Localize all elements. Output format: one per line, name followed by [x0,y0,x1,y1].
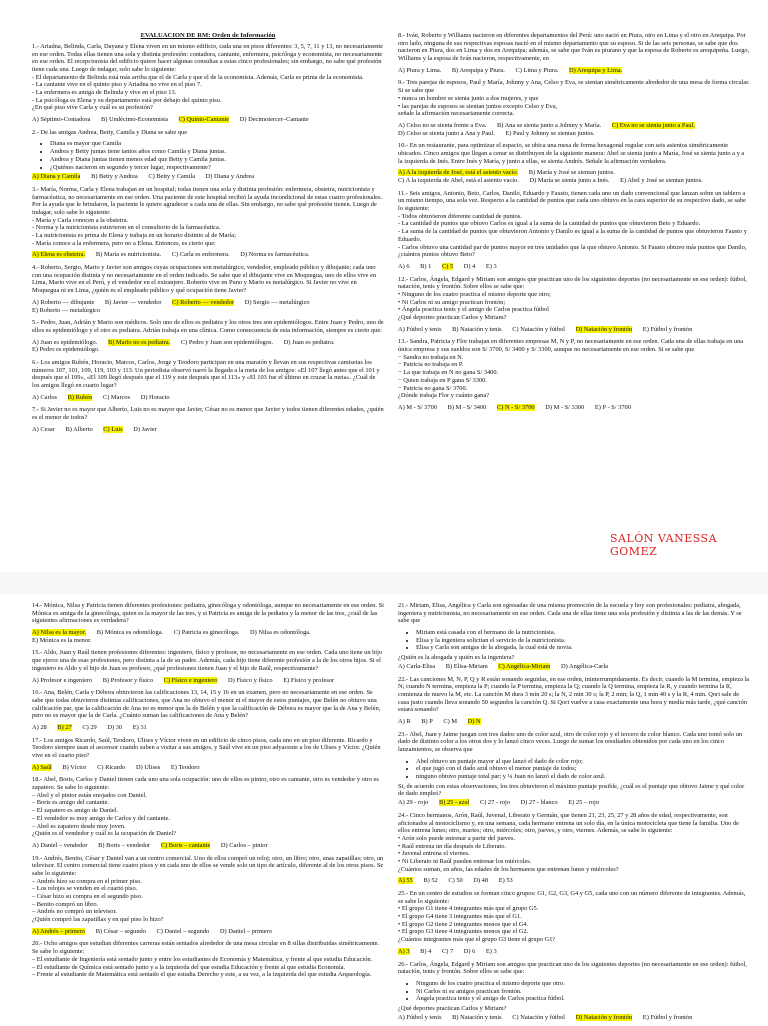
question-text: 17.- Los amigos Ricardo, Saúl, Teodoro, Ulises y Víctor viven en un edificio de cinco pisos, cada uno en un piso diferente. Ricardo y Teodoro siempre usan el ascensor cuando suben a visitar a sus amigos, y Saúl vive en un piso adyacente a los de Ulises y Víctor. ¿Quién vive en el cuarto piso? [32,736,383,759]
answer-option: B) Víctor [62,763,87,771]
page1-right-column [398,32,750,417]
answer-option: D) Celso se sienta junto a Ana y Paul. [398,129,495,137]
question-bullets [416,629,750,652]
answer-option: E) Abel y José se sientan juntos. [620,177,703,184]
question-text: 14.- Mónica, Nilsa y Patricia tienen diferentes profesiones: pediatra, ginecóloga y odontóloga, aunque no necesariamente en ese orden. Si Mónica es amiga de la ginecóloga, quien es la mayor de las tres, y si Patricia es amiga de la pediatra y la menor de las tres, ¿cuál de las siguientes afirmaciones es verdadera? [32,602,386,625]
answer-option: A) Daniel – vendedor [32,841,88,849]
bullet-item: • ¿Quiénes nacieron en segundo y tercer lugar, respectivamente? [50,164,384,172]
answer-option: C) Betty y Camila [148,173,196,181]
answer-option: D) Carlos – pintor [220,841,268,849]
answer-option: B) Ana se sienta junto a Johnny y María. [496,121,602,129]
answer-option: C) 7 [441,947,454,955]
answer-option: B) 4 [420,947,432,955]
question-prompt: Si, de acuerdo con estas observaciones, los tres obtuvieron el máximo puntaje posible, ¿cuál es el puntaje que obtuvo Jaime y qué color de dado empleó? [398,782,746,798]
question-block [398,276,750,334]
question-text: 3.- María, Norma, Carla y Elena trabajan en un hospital; todas tienen una sola y distinta profesión: enfermera, obstetra, nutricionista y farmacéutica, no necesariamente en ese orden. Una paciente de este hospital recibió la ayuda incondicional de estas cuatro profesionales. Por la ayuda que le brindaron, la paciente le quiere agradecer a cada una de ellas. Sin embargo, no sabe qué profesión tienen. Luego de indagar, solo sabe lo siguiente: - María y Carla conocen a la obstetra. - Norma y la nutricionista estuvieron en el consultorio de la farmacéutica. - La nutricionista es prima de Elena y trabaja en un horario distinto al de María; - María conoce a la enfermera, pero no a Elena. Entonces, es cierto que: [32,185,383,247]
answer-option: D) 48 [473,877,489,885]
answer-option: E) 3 [485,262,497,270]
answer-option: A) Fútbol y tenis [398,1013,442,1021]
answer-option: D) Javier [133,425,157,433]
answer-options [398,663,750,671]
highlighted-answer: B) 25 - azul [438,799,470,807]
answer-option: E) Físico y profesor [283,676,335,684]
question-text: 15.- Aldo, Juan y Raúl tienen profesiones diferentes: ingeniero, físico y profesor, no necesariamente en ese orden. Cada uno tiene un hijo que ejerce una de esas profesiones, pero distinta a la de su padre. Además, cada hijo tiene diferente profesión a la de los otros hijos. Si el ingeniero es Aldo y el hijo de Juan es profesor, ¿qué profesiones tienen Juan y el hijo de Raúl, respectivamente? [32,649,384,672]
answer-options [398,122,750,137]
answer-option: E) 3 [485,947,497,955]
question-bullets [50,140,384,171]
answer-options [32,629,384,644]
answer-option: C) M [443,717,458,725]
answer-options [398,263,750,271]
answer-options [398,799,750,807]
document-page-2 [20,596,755,1024]
answer-option: E) P - S/ 3700 [594,403,631,411]
answer-option: C) Daniel – segundo [156,927,210,935]
bullet-item: • Andrea y Betty juntas tiene tantos años como Camila y Diana juntas. [50,148,384,156]
question-text: 6.- Los amigos Rubén, Horacio, Marcos, Carlos, Jorge y Teodoro participan en una maratón y llevan en sus respectivas camisetas los números 107, 101, 109, 119, 103 y 113. Un periodista observó narró la llegada a la meta de los amigos: «El 107 llegó antes que el 101 y después que el 109», «El 109 llegó después que el 119 y este después que el 113» y «El 103 fue el último en cruzar la meta». ¿Cuál de los amigos llegó en cuarto lugar? [32,358,382,390]
answer-option: A) 6 [398,262,410,270]
answer-option: D) Norma es farmacéutica. [240,251,310,259]
highlighted-answer: C) Eva no se sienta junto a Paul. [611,121,695,129]
question-text: 8.- Iván, Roberto y Williams nacieron en diferentes departamentos del Perú: uno nació en Piura, otro en Lima y el otro en Arequipa. Por otro lado, ninguna de sus respectivas esposas nació en el mismo departamento que su esposo. Si de las seis personas, se sabe que dos nacieron en Piura, dos en Lima y dos en Arequipa; además, se sabe que Iván es piurano y que la esposa de Roberto es arequipeña. Luego, Williams y la esposa de Iván nacieron, respectivamente, en [398,32,751,63]
question-text: 23.- Abel, Juan y Jaime juegan con tres dados uno de color azul, otro de color rojo y el tercero de color blanco. Cada uno tomó solo un dado de distinto color a los otros dos y lo lanzó cinco veces. Luego de sumar los resultados obtenidos por cada uno en los cinco lanzamientos, se observa que [398,730,744,753]
highlighted-answer: D) Natación y frontón [575,325,633,333]
page1-left-column [32,32,384,438]
answer-options [398,404,750,412]
highlighted-answer: B) 27 [57,723,72,731]
answer-option: C) Lima y Piura. [515,66,559,74]
question-block [398,190,750,271]
question-text: 4.- Roberto, Sergio, Mario y Javier son amigos cuyas ocupaciones son metalúrgico, vendedor, empleado público y dibujante; cada uno con una ocupación distinta y no necesariamente en el orden indicado. Se sabe que el dibujante vive en Moquegua, uno de ellos vive en Lima, Mario vive en el Perú, y el vendedor en el extranjero. Roberto vive en Puno y Mario es metalúrgico. Si Javier no vive en Moquegua ni en Lima, ¿quién es el empleado público y qué ocupación tiene Javier? [32,264,378,295]
question-prompt: ¿Quién es la abogada y quién es la ingeniera? [398,654,515,662]
answer-option: C) Marcos [102,393,131,401]
highlighted-answer: C) Físico e ingeniero [163,676,218,684]
answer-option: E) Fútbol y frontón [642,1013,693,1021]
bullet-item: • Miriam está casada con el hermano de la nutricionista. [416,629,750,637]
bullet-item: • Andrea y Diana juntas tienen menos edad que Betty y Camila juntas. [50,156,384,164]
question-block [32,406,384,433]
question-text: 13.- Sandra, Patricia y Flor trabajan en diferentes empresas M, N y P, no necesariamente en ese orden. Cada una de ellas trabaja en una única empresa y sus sueldos son S/ 3700, S/ 3400 y S/ 3300, aunque no necesariamente en ese orden. Si se sabe que − Sandra no trabaja en N. − Patricia no trabaja en P. − La que trabaja en N no gana S/ 3400. − Quien trabaja en P gana S/ 3300. − Patricia no gana S/ 3700. ¿Dónde trabaja Flor y cuánto gana? [398,338,744,400]
answer-option: D) Nilsa es odontóloga. [250,629,311,637]
highlighted-answer: C) Quinto-Cantante [178,116,230,124]
answer-options [32,339,384,354]
answer-option: C) 50 [448,877,463,885]
answer-option: A) Carlos [32,393,58,401]
answer-option: A) Piura y Lima. [398,66,442,74]
answer-option: B) Betty y Andrea [91,173,138,181]
answer-option: B) Javier — vendedor [104,298,162,306]
question-block [398,602,750,671]
answer-option: B) María y José se sientan juntos. [528,169,615,177]
answer-option: B) César – segundo [95,927,146,935]
highlighted-answer: C) Boris – cantante [160,841,211,849]
answer-options [398,877,750,885]
question-text: 25.- En un centro de estudios se forman cinco grupos: G1, G2, G3, G4 y G5, cada uno con un número diferente de integrantes. Además, se sabe lo siguiente: • El grupo G1 tiene 4 integrantes más que el grupo G5. • El grupo G4 tiene 3 integrantes más que el G1. • El grupo G2 tiene 2 integrantes menos que el G4. • El grupo G3 tiene 4 integrantes menos que el G2. ¿Cuántos integrantes más que el grupo G3 tiene el grupo G1? [398,890,746,944]
answer-option: C) Pedro y Juan son epidemiólogos. [180,338,274,346]
question-block [398,676,750,726]
answer-option: A) Cesar [32,425,55,433]
answer-option: E) 31 [132,723,147,731]
answer-option: A) Profesor e ingeniero [32,676,93,684]
question-block [398,812,750,885]
question-block [32,129,384,181]
answer-option: C) Natación y fútbol [512,1013,565,1021]
highlighted-answer: C) 5 [441,262,454,270]
answer-option: A) Séptimo-Contadora [32,116,91,124]
answer-option: D) M - S/ 3300 [545,403,585,411]
question-text: 1.- Ariadna, Belinda, Carla, Dayana y Elena viven en un mismo edificio, cada una en pisos diferentes: 3, 5, 7, 11 y 13, no necesariamente en ese orden. Todas ellas tienen una sola y distinta profesión: contadora, cantante, enfermera, psicóloga y economista, no necesariamente en ese orden. El recepcionista del edificio quiere hacer algunas consultas a estas cinco profesionales; sin embargo, no sabe qué profesión tiene cada una. Luego de indagar, solo sabe lo siguiente: - El departamento de Belinda está más arriba que el de Carla y que el de la economista. Además, Carla es prima de la economista. - La cantante vive en el quinto piso y Ariadna no vive en el piso 7. - La enfermera es amiga de Belinda y vive en el piso 13. - La psicóloga es Elena y su departamento está por debajo del quinto piso. ¿En qué piso vive Carla y cuál es su profesión? [32,42,383,112]
question-prompt: ¿Qué deportes practican Carlos y Miriam? [398,1004,507,1012]
highlighted-answer: C) Angélica-Miriam [498,662,551,670]
answer-options [398,67,750,75]
highlighted-answer: C) Luis [103,425,123,433]
bullet-item: • Elisa y la ingeniera solicitan el servicio de la nutricionista. [416,637,750,645]
answer-option: A) R [398,717,411,725]
highlighted-answer: D) N [467,717,481,725]
page-title: EVALUACION DE RM: Orden de Información [140,32,276,39]
highlighted-answer: D) Natación y frontón [575,1013,633,1021]
highlighted-answer: A) 3 [398,947,410,955]
highlighted-answer: A) 55 [398,877,413,885]
question-text: 7.- Si Javier no es mayor que Alberto, Luis no es mayor que Javier, César no es menor que Javier y todos tienen diferentes edades, ¿quién es el menor de todos? [32,406,386,422]
question-block [398,79,750,137]
answer-options [398,1014,750,1022]
question-text: 26.- Carlos, Ángela, Edgard y Miriam son amigos que practican uno de los siguientes deportes (no necesariamente en ese orden): fútbol, natación, tenis y frontón. Sobre ellos se sabe que: [398,960,749,976]
answer-options [32,394,384,402]
question-text: 18.- Abel, Boris, Carlos y Daniel tienen cada uno una sola ocupación: uno de ellos es pintor, otro es cantante, otro es vendedor y otro es zapatero. Se sabe lo siguiente: – Abel y el pintor están enojados con Daniel. – Boris es amigo del cantante. – El zapatero es amigo de Daniel. – El vendedor es muy amigo de Carlos y del cantante. – Abel es zapatero desde muy joven. ¿Quién es el vendedor y cuál es la ocupación de Daniel? [32,776,379,838]
question-text: 5.- Pedro, Juan, Adrián y Mario son médicos. Solo uno de ellos es pediatra y los otros tres son epidemiólogos. Entre Juan y Pedro, uno de ellos es epidemiólogo y el otro es pediatra. Adrián trabaja en una clínica. Como consecuencia de esta información, siempre es cierto que: [32,319,386,334]
answer-options [32,299,384,314]
page1-left-questions [32,43,384,434]
question-block [32,319,384,354]
bullet-item: • el que jugó con el dado azul obtuvo el menor puntaje de todos; [416,765,750,773]
answer-option: D) 27 - blanco [520,799,558,807]
highlighted-answer: D) Arequipa y Lima. [569,66,623,74]
page-separator [0,572,768,594]
question-block [398,338,750,411]
answer-option: B) 1 [420,262,432,270]
question-text: 12.- Carlos, Ángela, Edgard y Miriam son amigos que practican uno de los siguientes deportes (no necesariamente en ese orden): fútbol, natación, tenis y frontón. Sobre ellos se sabe que: • Ninguno de los cuatro practica el mismo deporte que otro; • Ni Carlos ni su amigo practican frontón; • Ángela practica tenis y el amigo de Carlos practica fútbol ¿Qué deportes practican Carlos y Miriam? [398,275,747,321]
answer-options [32,173,384,181]
answer-option: D) María se sienta junto a Inés. [529,177,610,184]
answer-option: C) Carla es enfermera. [171,251,230,259]
question-block [32,359,384,401]
highlighted-answer: C) Roberto — vendedor [172,298,235,306]
page2-right-questions [398,602,750,1021]
answer-option: C) Natación y fútbol [512,325,565,333]
question-block [32,855,384,936]
answer-option: E) Paul y Johnny se sientan juntos. [505,129,595,137]
answer-option: B) Undécimo-Economista [101,116,168,124]
question-text: 9.- Tres parejas de esposos, Paul y María, Johnny y Ana, Celso y Eva, se sientan simétricamente alrededor de una mesa de forma circular. Si se sabe que • nunca un hombre se sienta junto a dos mujeres, y que • las parejas de esposos se sientan juntos excepto Celso y Eva, señale la afirmación necesariamente correcta. [398,79,750,118]
bullet-item: • Ni Carlos ni su amigos practican frontón. [416,988,750,996]
highlighted-answer: B) Rubén [67,393,93,401]
answer-options [32,842,384,850]
answer-option: B) Alberto [65,425,93,433]
answer-option: D) Diana y Andrea [205,173,255,181]
answer-option: E) Teodoro [170,763,200,771]
question-block [32,737,384,772]
question-block [398,731,750,807]
answer-options [32,928,384,936]
answer-option: A) Celso no se sienta frente a Eva. [398,121,487,129]
highlighted-answer: B) Mario no es pediatra. [107,338,171,346]
answer-option: E) 25 – rojo [568,799,599,807]
highlighted-answer: A) A la izquierda de José, está el asiento vacío. [398,169,519,177]
highlighted-answer: A) Nilsa es la mayor. [32,629,87,637]
answer-option: B) P [421,717,433,725]
answer-option: D) Físico y físico [228,676,273,684]
question-block [32,649,384,684]
answer-option: A) 28 [32,723,47,731]
answer-option: C) 27 - rojo [479,799,510,807]
bullet-item: • Ninguno de los cuatro practica el mismo deporte que otro. [416,980,750,988]
answer-option: B) Natación y tenis [452,1013,502,1021]
answer-option: C) Patricia es ginecóloga. [173,629,240,637]
answer-option: E) Mónica es la menor. [32,636,92,644]
answer-option: B) Mónica es odontóloga. [96,629,164,637]
question-text: 22.- Las canciones M, N, P, Q y R están sonando seguidas, en ese orden, ininterrumpidamente. Es decir, cuando la M termina, empieza la N; cuando N termina, empieza la P; cuando la P termina, empieza la Q; cuando la Q termina, empieza la R, y cuando termina la R, comienza de nuevo la M, etc. La canción M dura 3 min 20 s; la N, 2 min 30 s; la P, 2 min; la Q, 1 min 40 s y la R, 4 min. Qori sale de casa justo cuando lleva sonando 50 segundos la canción Q. Si Qori vuelve a casa exactamente una hora y media más tarde, ¿qué canción estará sonando? [398,675,751,714]
page2-right-column [398,602,750,1026]
answer-option: A) Fútbol y tenis [398,325,442,333]
answer-option: D) 4 [463,262,476,270]
answer-option: A) 29 - rojo [398,799,429,807]
answer-option: E) Pedro es epidemiólogo. [32,346,100,354]
highlighted-answer: A) Diana y Camila [32,173,81,181]
bullet-item: • Abel obtuvo un puntaje mayor al que lanzó el dado de color rojo; [416,758,750,766]
answer-options [32,677,384,685]
question-block [32,186,384,259]
bullet-item: • Diana es mayor que Camila [50,140,384,148]
question-text: 21.- Miriam, Elisa, Angélica y Carla son egresadas de una misma promoción de la escuela y hoy son profesionales: pediatra, abogada, ingeniera y nutricionista, no necesariamente en ese orden. Cada una de ellas tiene una sola profesión y distinta a las de las demás. Y se sabe que [398,602,744,625]
answer-option: B) 52 [423,877,438,885]
question-block [398,142,750,184]
question-text: 11.- Seis amigos, Antonio, Beto, Carlos, Danilo, Eduardo y Fausto, tienen cada uno un dado convencional que lanzan sobre un tablero a un mismo tiempo, una sola vez. Respecto a la cantidad de puntos que cada uno obtuvo en la cara superior de su respectivo dado, se sabe lo siguiente: - Todos obtuvieron diferente cantidad de puntos. - La cantidad de puntos que obtuvo Carlos es igual a la suma de la cantidad de puntos que obtuvieron Beto y Eduardo. - La suma de la cantidad de puntos que obtuvieron Antonio y Danilo es igual a la suma de la cantidad de puntos que obtuvieron Fausto y Eduardo. - Carlos obtuvo una cantidad par de puntos mayor en tres unidades que la que obtuvo Antonio. Si Fausto obtuvo más puntos que Danilo, ¿cuántos puntos obtuvo Beto? [398,189,747,259]
answer-option: B) Boris – vendedor [98,841,151,849]
answer-option: E) Roberto — metalúrgico [32,306,101,314]
answer-option: D) Angélica-Carla [561,662,609,670]
answer-option: D) Horacio [140,393,170,401]
question-text: 20.- Ocho amigos que estudian diferentes carreras están sentados alrededor de una mesa circular en 8 sillas distribuidas simétricamente. Se sabe lo siguiente: – El estudiante de Ingeniería está sentado junto y entre los estudiantes de Economía y Matemática, y frente al que estudia Educación. – El estudiante de Química está sentado junto y a la izquierda del que estudia Educación y frente al que estudia Economía. – Frente al estudiante de Matemática está sentado el que estudia Derecho y este, a su vez, a la izquierda del que estudia Arqueología. [32,940,380,979]
answer-options [398,718,750,726]
bullet-item: • ninguno obtuvo puntaje total par; y ¼ Juan no lanzó el dado de color azul. [416,773,750,781]
answer-option: C) Ricardo [97,763,126,771]
highlighted-answer: A) Andrés – primero [32,927,86,935]
question-block [398,961,750,1022]
document-page-1 [20,24,755,569]
answer-option: C) 29 [82,723,97,731]
answer-option: E) 53 [498,877,513,885]
answer-option: A) Roberto — dibujante [32,298,95,306]
question-block [32,940,384,978]
question-block [32,689,384,731]
salon-watermark: SALÓN VANESSA GOMEZ [610,532,718,558]
answer-options [32,724,384,732]
page2-left-column [32,602,384,983]
answer-option: D) Sergio — metalúrgico [244,298,310,306]
answer-option: C) A la izquierda de Abel, está el asiento vacío. [398,177,519,184]
answer-option: A) Juan es epidemiólogo. [32,338,98,346]
question-bullets [416,980,750,1003]
answer-option: A) M - S/ 3700 [398,403,438,411]
question-text: 24.- Cinco hermanos, Arón, Raúl, Juvenal, Liberato y Germán, que tienen 21, 23, 25, 27 y 28 años de edad, respectivamente, son aficionados al motociclismo y, en una semana, cada hermano entrena un solo día, en la única motocicleta que tiene la familia. Uno de ellos entrena lunes; otro, martes; otro, miércoles; otro, jueves, y otro, viernes. Además, se sabe lo siguiente: • Arón solo puede entrenar a partir del jueves. • Raúl entrena un día después de Liberato. • Juvenal entrena el viernes. • Ni Liberato ni Raúl pueden entrenar los miércoles. ¿Cuántos suman, en años, las edades de los hermanos que entrenan lunes y miércoles? [398,811,740,873]
answer-options [32,116,384,124]
highlighted-answer: A) Saúl [32,763,52,771]
question-block [32,264,384,314]
answer-option: E) Fútbol y frontón [642,325,693,333]
question-block [32,43,384,124]
question-bullets [416,758,750,781]
answer-option: D) Juan es pediatra. [283,338,335,346]
page1-right-questions [398,32,750,412]
question-text: 2.- De las amigas Andrea, Betty, Camila y Diana se sabe que [32,128,188,136]
answer-option: B) Elisa-Miriam [445,662,488,670]
question-block [398,32,750,74]
answer-options [398,169,750,184]
highlighted-answer: A) Elena es obstetra. [32,251,86,259]
answer-option: B) Natación y tenis [452,325,502,333]
answer-options [398,948,750,956]
answer-options [32,764,384,772]
answer-option: D) 30 [107,723,123,731]
answer-option: B) Arequipa y Piura. [451,66,505,74]
answer-option: D) 6 [463,947,476,955]
answer-options [398,326,750,334]
answer-options [32,251,384,259]
answer-option: D) Decimotercer–Cantante [239,116,309,124]
question-block [32,602,384,644]
page2-left-questions [32,602,384,979]
answer-option: D) Daniel – primero [219,927,272,935]
answer-option: D) Ulises [135,763,161,771]
answer-options [32,426,384,434]
question-text: 19.- Andrés, Benito, César y Daniel van a un centro comercial. Uno de ellos compró un reloj; otro, un libro; otro, unas zapatillas; otro, un televisor. El centro comercial tiene cuatro pisos y en cada uno de ellos se vende solo un tipo de artículo, diferente al de los otros pisos. Se sabe lo siguiente: – Andrés hizo su compra en el primer piso. – Los relojes se venden en el cuarto piso. – César hizo su compra en el segundo piso. – Benito compró un libro. – Andrés no compró un televisor. ¿Quién compró las zapatillas y en qué piso lo hizo? [32,854,384,924]
bullet-item: • Ángela practica tenis y el amigo de Carlos practica fútbol. [416,995,750,1003]
answer-option: B) María es nutricionista. [95,251,162,259]
answer-option: B) M - S/ 3400 [447,403,487,411]
bullet-item: • Elisa y Carla son amigas de la abogada, la cual está de novia. [416,644,750,652]
question-block [398,890,750,956]
question-text: 16.- Ana, Belén, Carla y Débora obtuvieron las calificaciones 13, 14, 15 y 16 en un examen, pero no necesariamente en ese orden. Se sabe que todas obtuvieron distintas calificaciones, que Ana no obtuvo el menor ni el mayor de estos puntajes, que Belén no obtuvo una calificación par, que la calificación de Ana no es menor que la de Belén y que la calificación de Débora es mayor que la de Ana y Belén, pero no es mayor que la de Carla. ¿Cuánto suman las calificaciones de Ana y Belén? [32,689,383,720]
answer-option: B) Profesor y físico [102,676,154,684]
question-text: 10.- En un restaurante, para optimizar el espacio, se ubica una mesa de forma hexagonal regular con seis asientos simétricamente ubicados. Cinco amigos que llegan a cenar se distribuyen de la siguiente manera: Abel se sienta junto a María, José se sienta junto a y a la izquierda de Inés. Entre Inés y María, y junto a ellas, se sienta Andrés. Señale la afirmación verdadera. [398,142,746,165]
answer-option: A) Carla-Elisa [398,662,436,670]
question-block [32,776,384,849]
highlighted-answer: C) N - S/ 3700 [496,403,535,411]
